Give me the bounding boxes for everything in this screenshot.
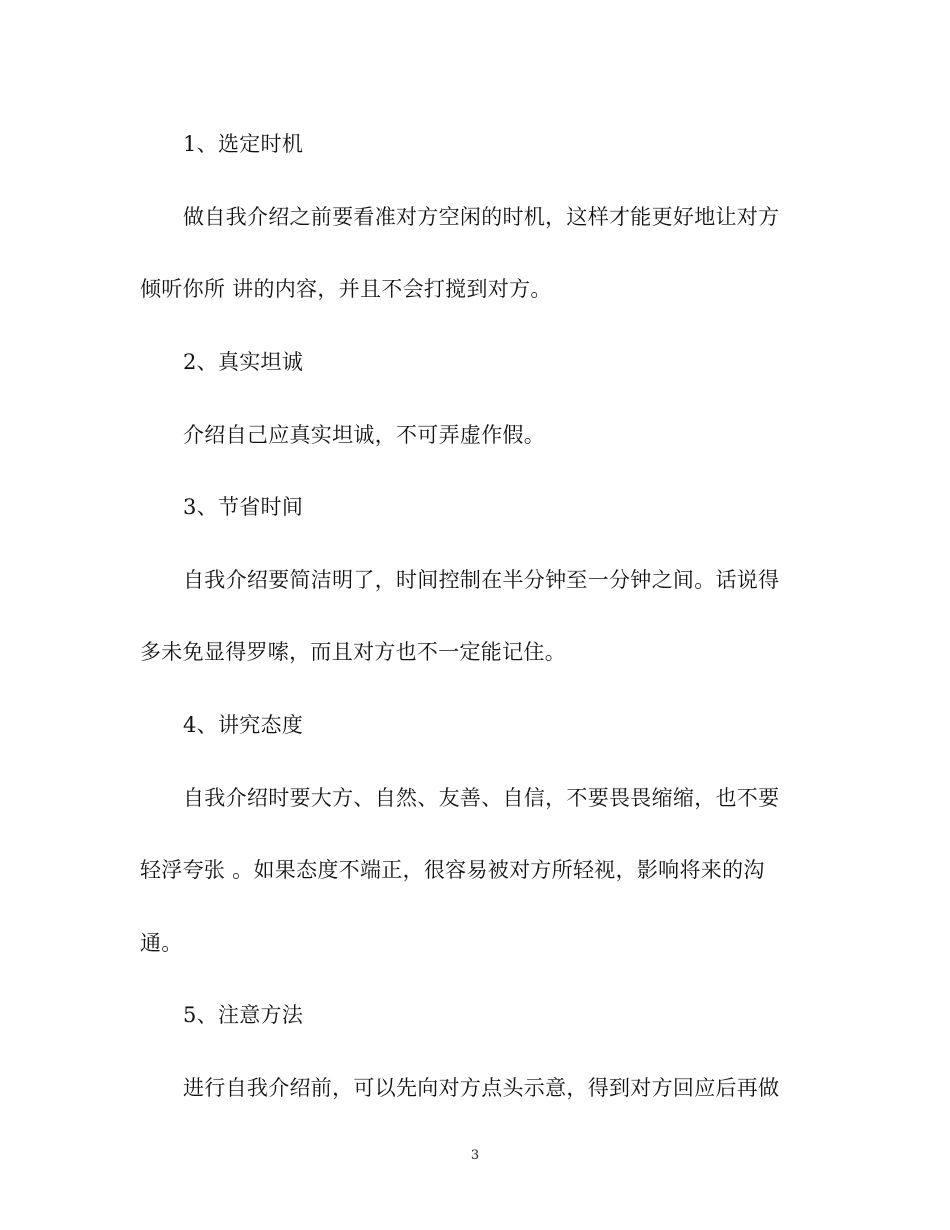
section-body-line: 介绍自己应真实坦诚，不可弄虚作假。 (183, 423, 546, 447)
section-body-line: 进行自我介绍前，可以先向对方点头示意，得到对方回应后再做 (183, 1076, 780, 1100)
section-body-line: 倾听你所 讲的内容，并且不会打搅到对方。 (140, 277, 552, 301)
section-heading-1: 1、选定时机 (183, 132, 304, 156)
section-body-line: 做自我介绍之前要看准对方空闲的时机，这样才能更好地让对方 (183, 205, 780, 229)
section-body-line: 多未免显得罗嗦，而且对方也不一定能记住。 (140, 640, 566, 664)
section-heading-2: 2、真实坦诚 (183, 350, 304, 374)
section-heading-5: 5、注意方法 (183, 1003, 304, 1027)
page-number: 3 (470, 1148, 480, 1163)
section-heading-3: 3、节省时间 (183, 495, 304, 519)
section-body-line: 自我介绍要简洁明了，时间控制在半分钟至一分钟之间。话说得 (183, 568, 780, 592)
section-heading-4: 4、讲究态度 (183, 713, 304, 737)
section-body-line: 轻浮夸张 。如果态度不端正，很容易被对方所轻视，影响将来的沟 (140, 858, 765, 882)
section-body-line: 通。 (140, 931, 183, 955)
section-body-line: 自我介绍时要大方、自然、友善、自信，不要畏畏缩缩，也不要 (183, 786, 780, 810)
